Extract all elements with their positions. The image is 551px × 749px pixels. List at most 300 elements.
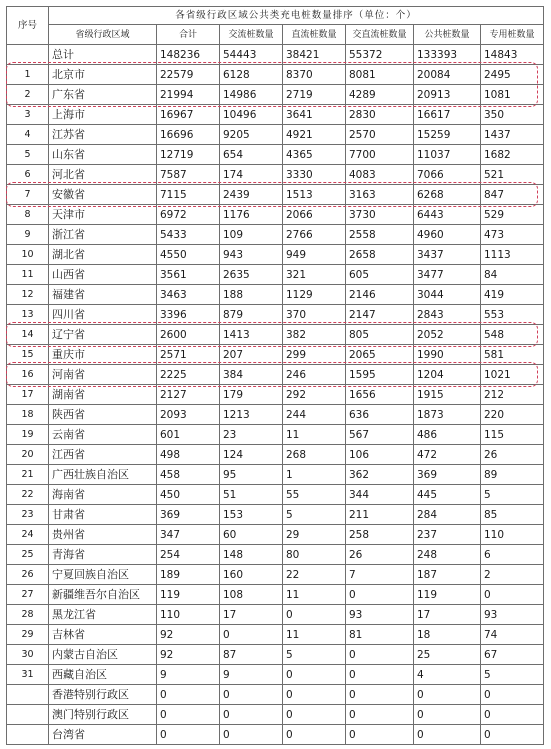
cell-public: 4 [414,665,481,685]
cell-total: 3396 [157,305,220,325]
cell-public: 3044 [414,285,481,305]
cell-region: 上海市 [49,105,157,125]
cell-dc: 0 [283,605,346,625]
cell-no: 9 [7,225,49,245]
header-region: 省级行政区域 [49,25,157,45]
cell-dc: 2719 [283,85,346,105]
cell-public: 11037 [414,145,481,165]
cell-no: 6 [7,165,49,185]
cell-acdc: 0 [346,585,414,605]
cell-ac: 54443 [220,45,283,65]
cell-acdc: 2570 [346,125,414,145]
cell-ac: 0 [220,725,283,745]
table-row [7,445,544,465]
cell-region: 广东省 [49,85,157,105]
cell-ac: 23 [220,425,283,445]
cell-acdc: 567 [346,425,414,445]
cell-region: 内蒙古自治区 [49,645,157,665]
cell-dedicated: 5 [481,665,544,685]
cell-dc: 3330 [283,165,346,185]
cell-public: 6443 [414,205,481,225]
cell-dedicated: 1081 [481,85,544,105]
cell-dedicated: 529 [481,205,544,225]
charging-pile-table [6,6,544,745]
cell-public: 18 [414,625,481,645]
cell-public: 17 [414,605,481,625]
cell-no [7,705,49,725]
cell-dedicated: 419 [481,285,544,305]
table-row [7,65,544,85]
cell-total: 119 [157,585,220,605]
cell-no: 22 [7,485,49,505]
cell-ac: 160 [220,565,283,585]
cell-public: 1873 [414,405,481,425]
cell-dedicated: 89 [481,465,544,485]
cell-total: 9 [157,665,220,685]
cell-no: 13 [7,305,49,325]
cell-total: 7115 [157,185,220,205]
cell-region: 江苏省 [49,125,157,145]
cell-total: 6972 [157,205,220,225]
cell-total: 498 [157,445,220,465]
cell-dedicated: 110 [481,525,544,545]
table-row [7,525,544,545]
cell-ac: 1213 [220,405,283,425]
cell-no: 31 [7,665,49,685]
cell-total: 7587 [157,165,220,185]
cell-dedicated: 212 [481,385,544,405]
cell-ac: 0 [220,625,283,645]
table-row [7,205,544,225]
cell-acdc: 55372 [346,45,414,65]
cell-region: 台湾省 [49,725,157,745]
cell-dc: 0 [283,725,346,745]
cell-ac: 60 [220,525,283,545]
cell-no: 20 [7,445,49,465]
cell-ac: 0 [220,705,283,725]
cell-dc: 4921 [283,125,346,145]
cell-ac: 2439 [220,185,283,205]
cell-region: 四川省 [49,305,157,325]
cell-acdc: 2830 [346,105,414,125]
cell-total: 4550 [157,245,220,265]
cell-region: 河南省 [49,365,157,385]
table-row [7,405,544,425]
cell-region: 甘肃省 [49,505,157,525]
table-row [7,625,544,645]
cell-region: 西藏自治区 [49,665,157,685]
cell-dedicated: 847 [481,185,544,205]
cell-dedicated: 473 [481,225,544,245]
cell-no: 29 [7,625,49,645]
cell-acdc: 0 [346,685,414,705]
cell-dc: 1513 [283,185,346,205]
table-row [7,145,544,165]
cell-acdc: 0 [346,705,414,725]
cell-public: 2052 [414,325,481,345]
cell-acdc: 344 [346,485,414,505]
cell-total: 347 [157,525,220,545]
cell-dc: 246 [283,365,346,385]
cell-dedicated: 0 [481,725,544,745]
cell-no [7,45,49,65]
cell-region: 北京市 [49,65,157,85]
cell-no: 14 [7,325,49,345]
cell-no: 25 [7,545,49,565]
cell-acdc: 2147 [346,305,414,325]
cell-ac: 2635 [220,265,283,285]
cell-total: 16967 [157,105,220,125]
cell-acdc: 605 [346,265,414,285]
cell-region: 山东省 [49,145,157,165]
cell-total: 5433 [157,225,220,245]
cell-public: 0 [414,725,481,745]
cell-ac: 10496 [220,105,283,125]
cell-no: 3 [7,105,49,125]
cell-acdc: 3163 [346,185,414,205]
cell-no [7,685,49,705]
cell-acdc: 2065 [346,345,414,365]
cell-acdc: 0 [346,725,414,745]
cell-region: 澳门特别行政区 [49,705,157,725]
cell-region: 湖南省 [49,385,157,405]
cell-dedicated: 115 [481,425,544,445]
table-row [7,485,544,505]
cell-public: 1204 [414,365,481,385]
cell-public: 2843 [414,305,481,325]
cell-acdc: 805 [346,325,414,345]
cell-public: 25 [414,645,481,665]
cell-region: 总计 [49,45,157,65]
cell-region: 广西壮族自治区 [49,465,157,485]
cell-dedicated: 220 [481,405,544,425]
cell-region: 浙江省 [49,225,157,245]
cell-ac: 1176 [220,205,283,225]
cell-dedicated: 1021 [481,365,544,385]
cell-dc: 321 [283,265,346,285]
cell-dc: 2766 [283,225,346,245]
cell-no [7,725,49,745]
cell-total: 458 [157,465,220,485]
cell-region: 湖北省 [49,245,157,265]
cell-no: 23 [7,505,49,525]
cell-dc: 299 [283,345,346,365]
cell-dc: 0 [283,685,346,705]
table-row [7,285,544,305]
cell-dedicated: 350 [481,105,544,125]
cell-no: 16 [7,365,49,385]
cell-ac: 1413 [220,325,283,345]
cell-public: 16617 [414,105,481,125]
table-row [7,605,544,625]
cell-no: 21 [7,465,49,485]
cell-total: 369 [157,505,220,525]
cell-dedicated: 0 [481,585,544,605]
cell-ac: 108 [220,585,283,605]
cell-region: 黑龙江省 [49,605,157,625]
table-row [7,585,544,605]
cell-public: 119 [414,585,481,605]
cell-dc: 4365 [283,145,346,165]
cell-dc: 292 [283,385,346,405]
cell-total: 110 [157,605,220,625]
table-row [7,325,544,345]
table-row [7,165,544,185]
cell-public: 284 [414,505,481,525]
cell-region: 云南省 [49,425,157,445]
cell-total: 2093 [157,405,220,425]
cell-dc: 382 [283,325,346,345]
table-row [7,105,544,125]
cell-no: 11 [7,265,49,285]
cell-dc: 8370 [283,65,346,85]
cell-region: 吉林省 [49,625,157,645]
cell-ac: 179 [220,385,283,405]
cell-total: 2225 [157,365,220,385]
table-body [7,45,544,745]
cell-dedicated: 1437 [481,125,544,145]
table-row [7,465,544,485]
cell-acdc: 2558 [346,225,414,245]
cell-ac: 153 [220,505,283,525]
cell-acdc: 2658 [346,245,414,265]
table-row [7,645,544,665]
cell-acdc: 8081 [346,65,414,85]
header-public: 公共桩数量 [414,25,481,45]
cell-dc: 22 [283,565,346,585]
cell-region: 福建省 [49,285,157,305]
cell-dc: 38421 [283,45,346,65]
cell-public: 3437 [414,245,481,265]
cell-dedicated: 521 [481,165,544,185]
header-acdc: 交直流桩数量 [346,25,414,45]
cell-public: 445 [414,485,481,505]
cell-no: 17 [7,385,49,405]
cell-ac: 6128 [220,65,283,85]
table-row [7,365,544,385]
cell-ac: 87 [220,645,283,665]
cell-region: 辽宁省 [49,325,157,345]
table-title: 各省级行政区域公共类充电桩数量排序（单位：个） [49,7,544,25]
cell-no: 7 [7,185,49,205]
cell-dedicated: 1682 [481,145,544,165]
cell-acdc: 4289 [346,85,414,105]
document-sheet [6,6,543,745]
cell-total: 3463 [157,285,220,305]
cell-acdc: 636 [346,405,414,425]
cell-total: 92 [157,645,220,665]
table-row [7,185,544,205]
cell-dc: 11 [283,585,346,605]
cell-dedicated: 93 [481,605,544,625]
cell-total: 22579 [157,65,220,85]
cell-acdc: 7 [346,565,414,585]
cell-dc: 268 [283,445,346,465]
cell-total: 450 [157,485,220,505]
cell-total: 3561 [157,265,220,285]
table-row [7,665,544,685]
cell-acdc: 0 [346,665,414,685]
table-row [7,125,544,145]
cell-dedicated: 2 [481,565,544,585]
cell-region: 香港特别行政区 [49,685,157,705]
cell-public: 7066 [414,165,481,185]
cell-ac: 943 [220,245,283,265]
cell-dedicated: 14843 [481,45,544,65]
cell-no: 30 [7,645,49,665]
cell-total: 254 [157,545,220,565]
table-row [7,685,544,705]
cell-dedicated: 1113 [481,245,544,265]
cell-acdc: 4083 [346,165,414,185]
cell-dc: 55 [283,485,346,505]
table-row [7,505,544,525]
cell-public: 248 [414,545,481,565]
cell-acdc: 7700 [346,145,414,165]
table-row [7,385,544,405]
table-row [7,85,544,105]
cell-acdc: 0 [346,645,414,665]
cell-ac: 9 [220,665,283,685]
cell-dedicated: 553 [481,305,544,325]
cell-dedicated: 85 [481,505,544,525]
cell-no: 5 [7,145,49,165]
cell-dedicated: 84 [481,265,544,285]
cell-dc: 5 [283,645,346,665]
cell-no: 8 [7,205,49,225]
cell-total: 92 [157,625,220,645]
cell-total: 0 [157,725,220,745]
cell-dc: 0 [283,665,346,685]
cell-region: 贵州省 [49,525,157,545]
cell-no: 1 [7,65,49,85]
table-row [7,265,544,285]
cell-no: 19 [7,425,49,445]
cell-ac: 51 [220,485,283,505]
table-row [7,425,544,445]
cell-region: 青海省 [49,545,157,565]
cell-dedicated: 5 [481,485,544,505]
cell-public: 133393 [414,45,481,65]
cell-dc: 5 [283,505,346,525]
table-row [7,245,544,265]
cell-public: 187 [414,565,481,585]
cell-public: 369 [414,465,481,485]
cell-total: 601 [157,425,220,445]
cell-no: 27 [7,585,49,605]
cell-total: 21994 [157,85,220,105]
cell-acdc: 81 [346,625,414,645]
table-row [7,565,544,585]
cell-public: 1915 [414,385,481,405]
cell-dedicated: 26 [481,445,544,465]
cell-ac: 124 [220,445,283,465]
cell-no: 15 [7,345,49,365]
cell-total: 148236 [157,45,220,65]
cell-region: 海南省 [49,485,157,505]
cell-public: 3477 [414,265,481,285]
cell-ac: 9205 [220,125,283,145]
table-row [7,305,544,325]
cell-public: 472 [414,445,481,465]
table-row [7,345,544,365]
cell-total: 2127 [157,385,220,405]
cell-no: 18 [7,405,49,425]
cell-dc: 3641 [283,105,346,125]
cell-acdc: 211 [346,505,414,525]
cell-dedicated: 74 [481,625,544,645]
cell-public: 237 [414,525,481,545]
cell-dc: 80 [283,545,346,565]
cell-dc: 949 [283,245,346,265]
cell-public: 6268 [414,185,481,205]
cell-public: 486 [414,425,481,445]
cell-acdc: 106 [346,445,414,465]
header-ac: 交流桩数量 [220,25,283,45]
cell-acdc: 1595 [346,365,414,385]
cell-dc: 1 [283,465,346,485]
cell-dc: 11 [283,425,346,445]
cell-dc: 1129 [283,285,346,305]
cell-dedicated: 0 [481,685,544,705]
cell-region: 安徽省 [49,185,157,205]
cell-ac: 174 [220,165,283,185]
cell-public: 20913 [414,85,481,105]
cell-no: 24 [7,525,49,545]
cell-acdc: 258 [346,525,414,545]
cell-acdc: 26 [346,545,414,565]
cell-ac: 0 [220,685,283,705]
cell-dc: 244 [283,405,346,425]
cell-public: 0 [414,685,481,705]
cell-total: 16696 [157,125,220,145]
cell-region: 宁夏回族自治区 [49,565,157,585]
cell-ac: 384 [220,365,283,385]
header-no: 序号 [7,7,49,45]
cell-acdc: 2146 [346,285,414,305]
cell-ac: 879 [220,305,283,325]
cell-total: 2571 [157,345,220,365]
table-row [7,725,544,745]
cell-acdc: 1656 [346,385,414,405]
cell-public: 4960 [414,225,481,245]
cell-acdc: 93 [346,605,414,625]
cell-region: 河北省 [49,165,157,185]
cell-ac: 188 [220,285,283,305]
cell-region: 陕西省 [49,405,157,425]
cell-public: 1990 [414,345,481,365]
cell-ac: 654 [220,145,283,165]
cell-total: 0 [157,705,220,725]
cell-no: 2 [7,85,49,105]
cell-no: 12 [7,285,49,305]
cell-ac: 148 [220,545,283,565]
cell-region: 天津市 [49,205,157,225]
cell-region: 江西省 [49,445,157,465]
cell-no: 10 [7,245,49,265]
cell-no: 28 [7,605,49,625]
cell-dedicated: 6 [481,545,544,565]
cell-public: 15259 [414,125,481,145]
header-dedicated: 专用桩数量 [481,25,544,45]
cell-dedicated: 67 [481,645,544,665]
cell-no: 26 [7,565,49,585]
cell-dedicated: 0 [481,705,544,725]
cell-ac: 207 [220,345,283,365]
cell-dc: 370 [283,305,346,325]
cell-total: 2600 [157,325,220,345]
table-row [7,225,544,245]
